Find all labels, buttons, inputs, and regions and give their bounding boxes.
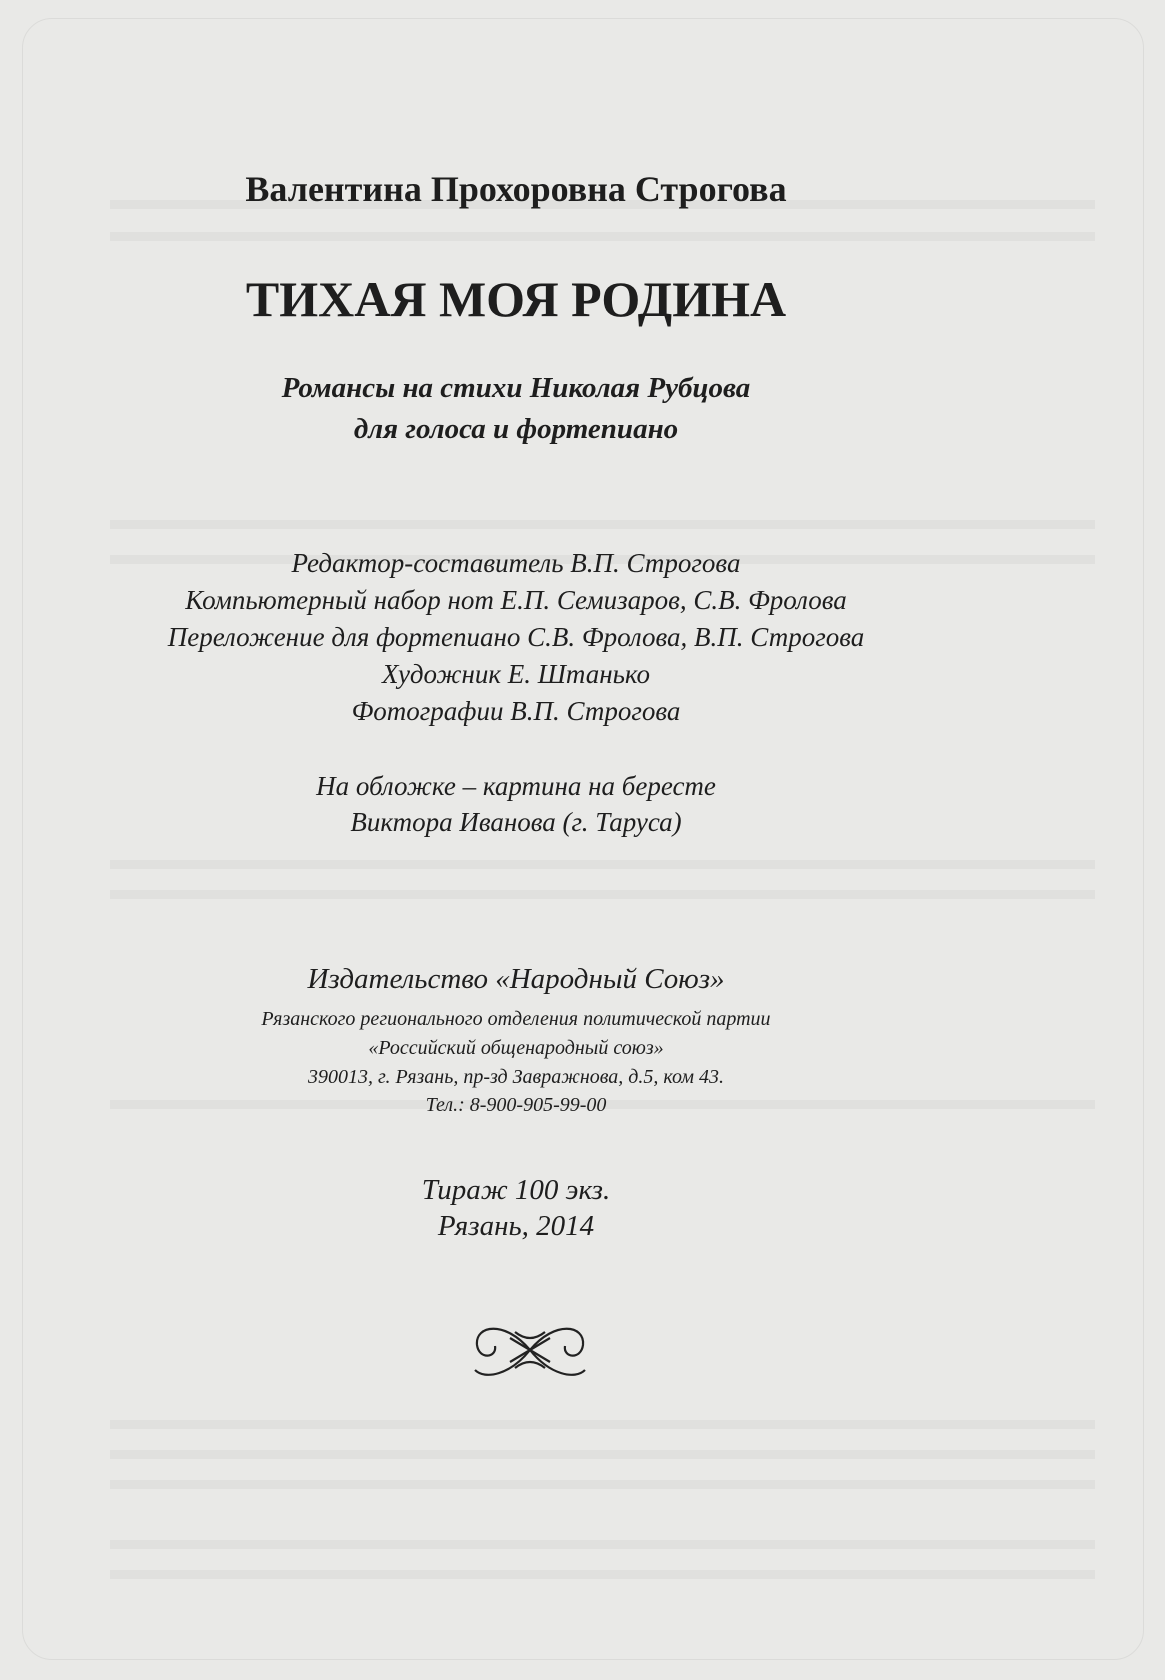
credit-photos: Фотографии В.П. Строгова	[351, 696, 681, 726]
credit-arrangement: Переложение для фортепиано С.В. Фролова, В.П. Строгова	[167, 622, 865, 652]
credit-editor: Редактор-составитель В.П. Строгова	[291, 548, 741, 578]
author-name: Валентина Прохоровна Строгова	[245, 169, 787, 209]
subtitle-line-1: Романсы на стихи Николая Рубцова	[281, 372, 751, 404]
print-run: Тираж 100 экз.	[421, 1174, 611, 1206]
cover-note-line-1: На обложке – картина на бересте	[316, 771, 716, 801]
publisher-address: 390013, г. Рязань, пр-зд Завражнова, д.5, ком 43.	[307, 1066, 725, 1088]
page-border	[22, 18, 1144, 1660]
credit-typesetting: Компьютерный набор нот Е.П. Семизаров, С.В. Фролова	[185, 585, 847, 615]
publisher-phone: Тел.: 8-900-905-99-00	[425, 1094, 607, 1116]
credit-artist: Художник Е. Штанько	[382, 659, 650, 689]
publisher-line-2: «Российский общенародный союз»	[368, 1037, 664, 1059]
publisher-line-1: Рязанского регионального отделения политической партии	[261, 1008, 771, 1030]
publisher-name: Издательство «Народный Союз»	[307, 963, 725, 995]
ornament-icon	[465, 1310, 595, 1390]
book-title: ТИХАЯ МОЯ РОДИНА	[245, 271, 787, 327]
subtitle-line-2: для голоса и фортепиано	[353, 413, 679, 445]
cover-note-line-2: Виктора Иванова (г. Таруса)	[350, 807, 682, 837]
city-year: Рязань, 2014	[437, 1210, 595, 1242]
